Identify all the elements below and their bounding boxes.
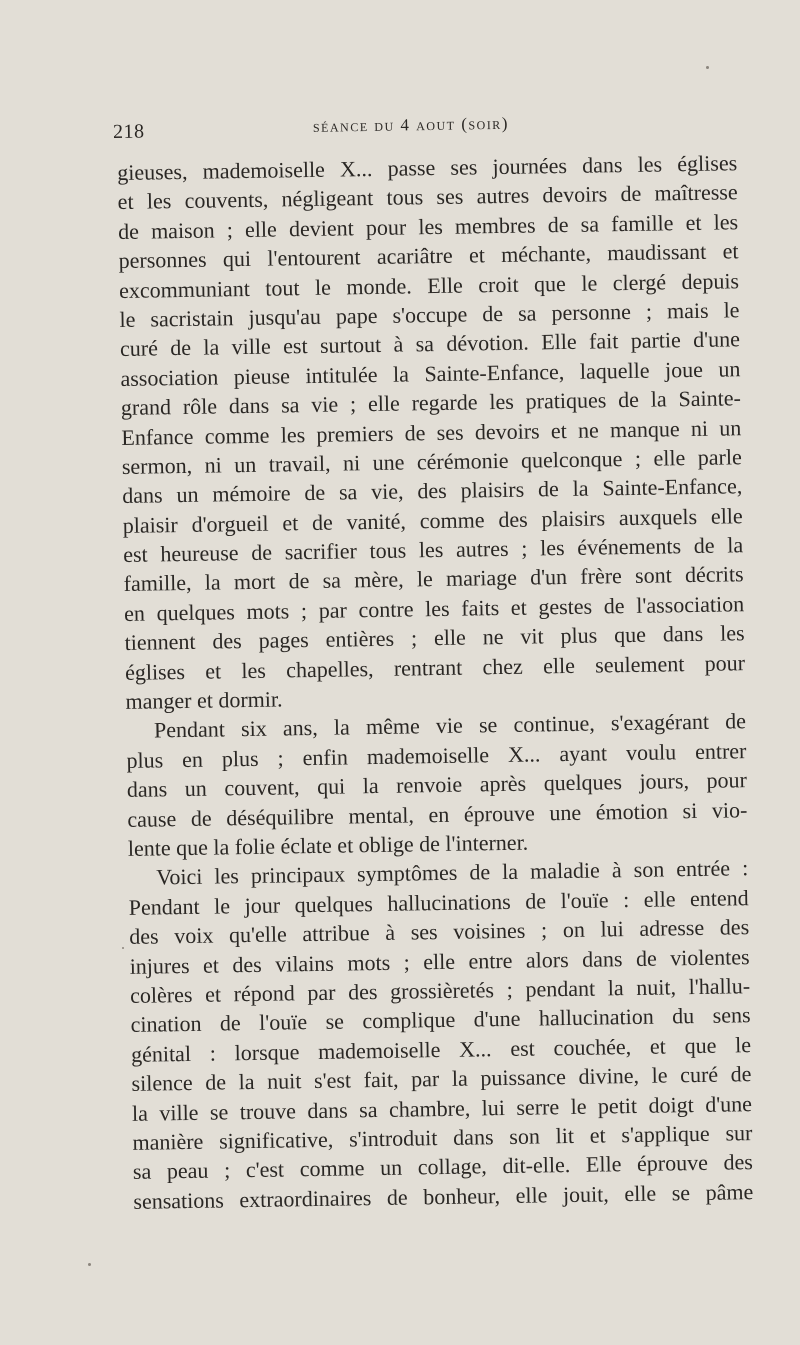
text-line: sa peau ; c'est comme un collage, dit-elle. Elle éprouve des: [132, 1149, 754, 1185]
paper-speck: [706, 66, 709, 69]
text-line: Voici les principaux symptômes de la maladie à son entrée :: [156, 855, 749, 890]
text-line: est heureuse de sacrifier tous les autres ; les événements de la: [123, 532, 744, 568]
running-head: séance du 4 aout (soir): [312, 113, 510, 136]
text-line: gieuses, mademoiselle X... passe ses journées dans les églises: [117, 150, 738, 185]
text-line: Pendant six ans, la même vie se continue, s'exagérant de: [153, 708, 747, 743]
text-line: la ville se trouve dans sa chambre, lui serre le petit doigt d'une: [131, 1090, 753, 1126]
text-line: association pieuse intitulée la Sainte-Enfance, laquelle joue un: [120, 355, 741, 391]
paper-speck: [122, 947, 124, 949]
page-number: 218: [112, 120, 145, 143]
text-line: génital : lorsque mademoiselle X... est couchée, et que le: [130, 1031, 752, 1067]
text-line: personnes qui l'entourent acariâtre et méchante, maudissant et: [118, 238, 739, 274]
text-line: églises et les chapelles, rentrant chez elle seulement pour: [124, 649, 746, 685]
text-line: plaisir d'orgueil et de vanité, comme des plaisirs auxquels elle: [122, 502, 743, 538]
text-line: cause de déséquilibre mental, en éprouve une émotion si vio-: [127, 796, 748, 832]
text-line: excommuniant tout le monde. Elle croit que le clergé depuis: [118, 267, 740, 303]
paper-speck: [88, 1263, 91, 1266]
text-line: le sacristain jusqu'au pape s'occupe de sa personne ; mais le: [119, 297, 740, 332]
text-line: des voix qu'elle attribue à ses voisines ; on lui adresse des: [129, 914, 750, 950]
text-line: sensations extraordinaires de bonheur, elle jouit, elle se pâme: [133, 1178, 754, 1214]
page-header: [113, 108, 738, 148]
text-line: curé de la ville est surtout à sa dévotion. Elle fait partie d'une: [119, 326, 741, 362]
text-line: lente que la folie éclate et oblige de l'interner.: [127, 829, 529, 861]
text-line: et les couvents, négligeant tous ses autres devoirs de maîtresse: [117, 179, 738, 215]
text-line: silence de la nuit s'est fait, par la puissance divine, le curé de: [131, 1061, 752, 1096]
text-line: famille, la mort de sa mère, le mariage d'un frère sont décrits: [123, 561, 744, 597]
text-line: manger et dormir.: [125, 686, 283, 714]
text-line: en quelques mots ; par contre les faits et gestes de l'association: [123, 591, 745, 626]
text-line: tiennent des pages entières ; elle ne vit plus que dans les: [124, 620, 745, 656]
text-line: manière significative, s'introduit dans son lit et s'applique sur: [132, 1120, 753, 1155]
text-line: plus en plus ; enfin mademoiselle X... ayant voulu entrer: [126, 738, 747, 773]
text-line: colères et répond par des grossièretés ; pendant la nuit, l'hallu-: [129, 973, 751, 1008]
text-line: Enfance comme les premiers de ses devoirs et ne manque ni un: [121, 414, 742, 450]
text-line: sermon, ni un travail, ni une cérémonie quelconque ; elle parle: [121, 444, 742, 479]
body-text: [117, 148, 754, 1216]
text-line: de maison ; elle devient pour les membres de sa famille et les: [117, 209, 739, 244]
text-line: dans un mémoire de sa vie, des plaisirs de la Sainte-Enfance,: [122, 473, 743, 509]
text-line: cination de l'ouïe se complique d'une hallucination du sens: [130, 1002, 751, 1038]
text-line: dans un couvent, qui la renvoie après quelques jours, pour: [126, 767, 748, 803]
text-line: grand rôle dans sa vie ; elle regarde les pratiques de la Sainte-: [120, 385, 742, 421]
text-line: Pendant le jour quelques hallucinations de l'ouïe : elle entend: [128, 884, 749, 920]
text-line: injures et des vilains mots ; elle entre alors dans de violentes: [129, 943, 750, 979]
